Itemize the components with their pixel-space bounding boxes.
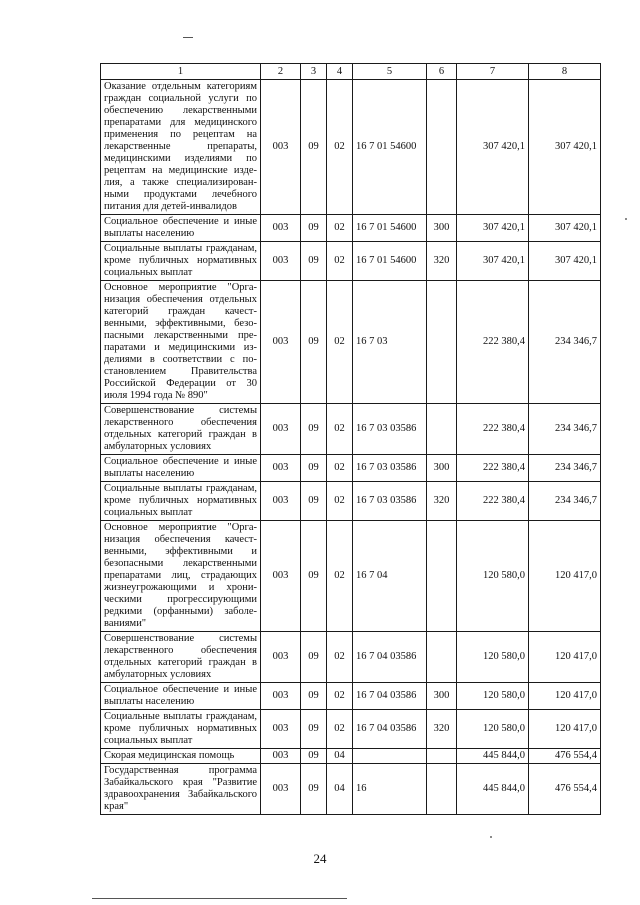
row-target-article: 16 7 03 03586: [353, 455, 427, 482]
row-grbs: 003: [261, 455, 301, 482]
row-amount-year2: 120 417,0: [529, 632, 601, 683]
row-section: 09: [301, 482, 327, 521]
row-name: Социальные выплаты гражданам, кроме публичных нормативных социальных выплат: [101, 242, 261, 281]
row-amount-year2: 120 417,0: [529, 521, 601, 632]
row-expense-type: 300: [427, 683, 457, 710]
row-amount-year2: 234 346,7: [529, 281, 601, 404]
row-section: 09: [301, 764, 327, 815]
row-target-article: [353, 749, 427, 764]
row-grbs: 003: [261, 683, 301, 710]
table-row: [101, 215, 601, 242]
row-name: Социальное обеспечение и иные выплаты населению: [101, 683, 261, 710]
table-row: [101, 749, 601, 764]
row-amount-year1: 445 844,0: [457, 749, 529, 764]
row-target-article: 16: [353, 764, 427, 815]
row-subsection: 02: [327, 80, 353, 215]
column-header: 7: [457, 64, 529, 80]
row-expense-type: [427, 404, 457, 455]
row-grbs: 003: [261, 404, 301, 455]
table-row: [101, 455, 601, 482]
row-subsection: 02: [327, 242, 353, 281]
row-subsection: 04: [327, 764, 353, 815]
row-grbs: 003: [261, 482, 301, 521]
row-expense-type: [427, 80, 457, 215]
row-target-article: 16 7 01 54600: [353, 215, 427, 242]
table-row: [101, 521, 601, 632]
table-row: [101, 632, 601, 683]
row-amount-year2: 120 417,0: [529, 710, 601, 749]
row-amount-year1: 222 380,4: [457, 281, 529, 404]
row-amount-year2: 234 346,7: [529, 455, 601, 482]
row-subsection: 02: [327, 215, 353, 242]
row-subsection: 04: [327, 749, 353, 764]
row-name: Социальные выплаты гражданам, кроме публичных нормативных социальных выплат: [101, 482, 261, 521]
row-amount-year1: 120 580,0: [457, 521, 529, 632]
row-expense-type: 320: [427, 482, 457, 521]
row-name: Основное мероприятие "Организация обеспечения качественными, эффективными и безопасными лекарственными препаратами лиц, страдающих жизнеугрожающими и хроническими прогрессирующими редкими (орфанными) заболеваниями": [101, 521, 261, 632]
row-target-article: 16 7 01 54600: [353, 242, 427, 281]
row-expense-type: 300: [427, 215, 457, 242]
row-section: 09: [301, 521, 327, 632]
row-grbs: 003: [261, 764, 301, 815]
row-grbs: 003: [261, 632, 301, 683]
row-name: Основное мероприятие "Организация обеспечения отдельных категорий граждан качественными, эффективными, безопасными лекарственными препаратами и медицинскими изделиями в соответствии с постановлением Правительства Российской Федерации от 30 июля 1994 года № 890": [101, 281, 261, 404]
row-section: 09: [301, 215, 327, 242]
column-header: 5: [353, 64, 427, 80]
row-amount-year2: 234 346,7: [529, 482, 601, 521]
row-section: 09: [301, 404, 327, 455]
row-target-article: 16 7 03 03586: [353, 404, 427, 455]
scan-mark: [183, 37, 193, 38]
row-section: 09: [301, 749, 327, 764]
column-header: 4: [327, 64, 353, 80]
row-amount-year1: 307 420,1: [457, 242, 529, 281]
scan-speck: [625, 218, 627, 220]
column-header: 1: [101, 64, 261, 80]
row-name: Совершенствование системы лекарственного обеспечения отдельных категорий граждан в амбулаторных условиях: [101, 632, 261, 683]
row-name: Государственная программа Забайкальского края "Развитие здравоохранения Забайкальского края": [101, 764, 261, 815]
row-name: Оказание отдельным категориям граждан социальной услуги по обеспечению лекарственными препаратами для медицинского применения по рецептам на лекарственные препараты, медицинскими изделиями по рецептам на медицинские изделия, а также специализированными продуктами лечебного питания для детей-инвалидов: [101, 80, 261, 215]
row-amount-year1: 222 380,4: [457, 455, 529, 482]
row-expense-type: 320: [427, 242, 457, 281]
row-amount-year2: 120 417,0: [529, 683, 601, 710]
budget-table: [100, 63, 601, 815]
column-header: 3: [301, 64, 327, 80]
row-subsection: 02: [327, 710, 353, 749]
row-subsection: 02: [327, 281, 353, 404]
page-number: 24: [313, 851, 327, 866]
row-name: Совершенствование системы лекарственного обеспечения отдельных категорий граждан в амбулаторных условиях: [101, 404, 261, 455]
row-name: Социальные выплаты гражданам, кроме публичных нормативных социальных выплат: [101, 710, 261, 749]
row-expense-type: 300: [427, 455, 457, 482]
row-amount-year1: 120 580,0: [457, 632, 529, 683]
row-amount-year2: 476 554,4: [529, 764, 601, 815]
scan-speck: [490, 836, 492, 838]
column-header: 2: [261, 64, 301, 80]
row-expense-type: 320: [427, 710, 457, 749]
row-subsection: 02: [327, 632, 353, 683]
row-amount-year1: 120 580,0: [457, 683, 529, 710]
row-amount-year1: 222 380,4: [457, 404, 529, 455]
row-section: 09: [301, 710, 327, 749]
row-grbs: 003: [261, 749, 301, 764]
row-expense-type: [427, 764, 457, 815]
row-grbs: 003: [261, 710, 301, 749]
table-row: [101, 242, 601, 281]
row-section: 09: [301, 632, 327, 683]
row-amount-year1: 120 580,0: [457, 710, 529, 749]
table-row: [101, 404, 601, 455]
row-grbs: 003: [261, 281, 301, 404]
row-amount-year2: 307 420,1: [529, 80, 601, 215]
row-section: 09: [301, 242, 327, 281]
row-grbs: 003: [261, 80, 301, 215]
row-section: 09: [301, 683, 327, 710]
row-expense-type: [427, 521, 457, 632]
row-subsection: 02: [327, 482, 353, 521]
column-header: 6: [427, 64, 457, 80]
row-section: 09: [301, 80, 327, 215]
row-section: 09: [301, 281, 327, 404]
row-expense-type: [427, 632, 457, 683]
row-grbs: 003: [261, 242, 301, 281]
table-row: [101, 80, 601, 215]
row-amount-year2: 307 420,1: [529, 242, 601, 281]
row-target-article: 16 7 03 03586: [353, 482, 427, 521]
row-amount-year2: 476 554,4: [529, 749, 601, 764]
row-amount-year1: 307 420,1: [457, 80, 529, 215]
row-target-article: 16 7 04 03586: [353, 683, 427, 710]
table-row: [101, 683, 601, 710]
row-amount-year1: 445 844,0: [457, 764, 529, 815]
row-target-article: 16 7 01 54600: [353, 80, 427, 215]
row-target-article: 16 7 04 03586: [353, 632, 427, 683]
row-name: Скорая медицинская помощь: [101, 749, 261, 764]
table-row: [101, 482, 601, 521]
row-amount-year2: 234 346,7: [529, 404, 601, 455]
row-amount-year1: 222 380,4: [457, 482, 529, 521]
row-subsection: 02: [327, 455, 353, 482]
row-amount-year1: 307 420,1: [457, 215, 529, 242]
row-expense-type: [427, 281, 457, 404]
row-name: Социальное обеспечение и иные выплаты населению: [101, 215, 261, 242]
table-row: [101, 710, 601, 749]
row-target-article: 16 7 03: [353, 281, 427, 404]
row-subsection: 02: [327, 404, 353, 455]
footer-rule: [92, 898, 347, 899]
row-subsection: 02: [327, 683, 353, 710]
row-expense-type: [427, 749, 457, 764]
table-row: [101, 281, 601, 404]
row-amount-year2: 307 420,1: [529, 215, 601, 242]
column-header: 8: [529, 64, 601, 80]
header-row: [101, 64, 601, 80]
row-target-article: 16 7 04: [353, 521, 427, 632]
row-grbs: 003: [261, 521, 301, 632]
row-section: 09: [301, 455, 327, 482]
row-grbs: 003: [261, 215, 301, 242]
row-name: Социальное обеспечение и иные выплаты населению: [101, 455, 261, 482]
table-body: [101, 80, 601, 815]
row-subsection: 02: [327, 521, 353, 632]
table-row: [101, 764, 601, 815]
row-target-article: 16 7 04 03586: [353, 710, 427, 749]
